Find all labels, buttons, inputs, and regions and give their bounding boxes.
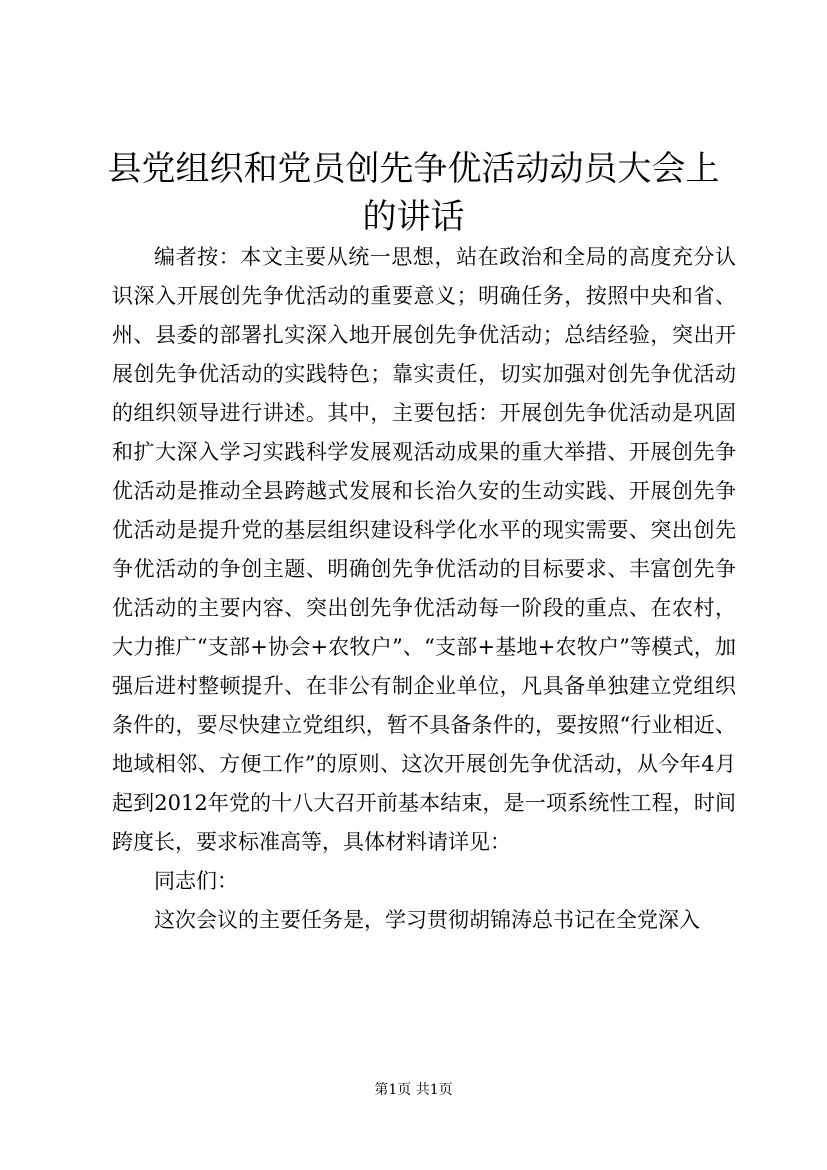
paragraph-salutation: 同志们： xyxy=(154,869,238,893)
document-body xyxy=(112,238,736,940)
paragraph-editor-note: 编者按：本文主要从统一思想，站在政治和全局的高度充分认识深入开展创先争优活动的重要意义；明确任务，按照中央和省、州、县委的部署扎实深入地开展创先争优活动；总结经验，突出开展创先争优活动的实践特色；靠实责任，切实加强对创先争优活动的组织领导进行讲述。其中，主要包括：开展创先争优活动是巩固和扩大深入学习实践科学发展观活动成果的重大举措、开展创先争优活动是推动全县跨越式发展和长治久安的生动实践、开展创先争优活动是提升党的基层组织建设科学化水平的现实需要、突出创先争优活动的争创主题、明确创先争优活动的目标要求、丰富创先争优活动的主要内容、突出创先争优活动每一阶段的重点、在农村，大力推广“支部+协会+农牧户”、“支部+基地+农牧户”等模式，加强后进村整顿提升、在非公有制企业单位，凡具备单独建立党组织条件的，要尽快建立党组织，暂不具备条件的，要按照“行业相近、地域相邻、方便工作”的原则、这次开展创先争优活动，从今年4月起到2012年党的十八大召开前基本结束，是一项系统性工程，时间跨度长，要求标准高等，具体材料请详见： xyxy=(112,245,736,854)
paragraph-opening: 这次会议的主要任务是，学习贯彻胡锦涛总书记在全党深入 xyxy=(154,908,700,932)
document-title: 县党组织和党员创先争优活动动员大会上的讲话 xyxy=(107,149,720,237)
page-number-footer: 第1页 共1页 xyxy=(374,1082,453,1098)
